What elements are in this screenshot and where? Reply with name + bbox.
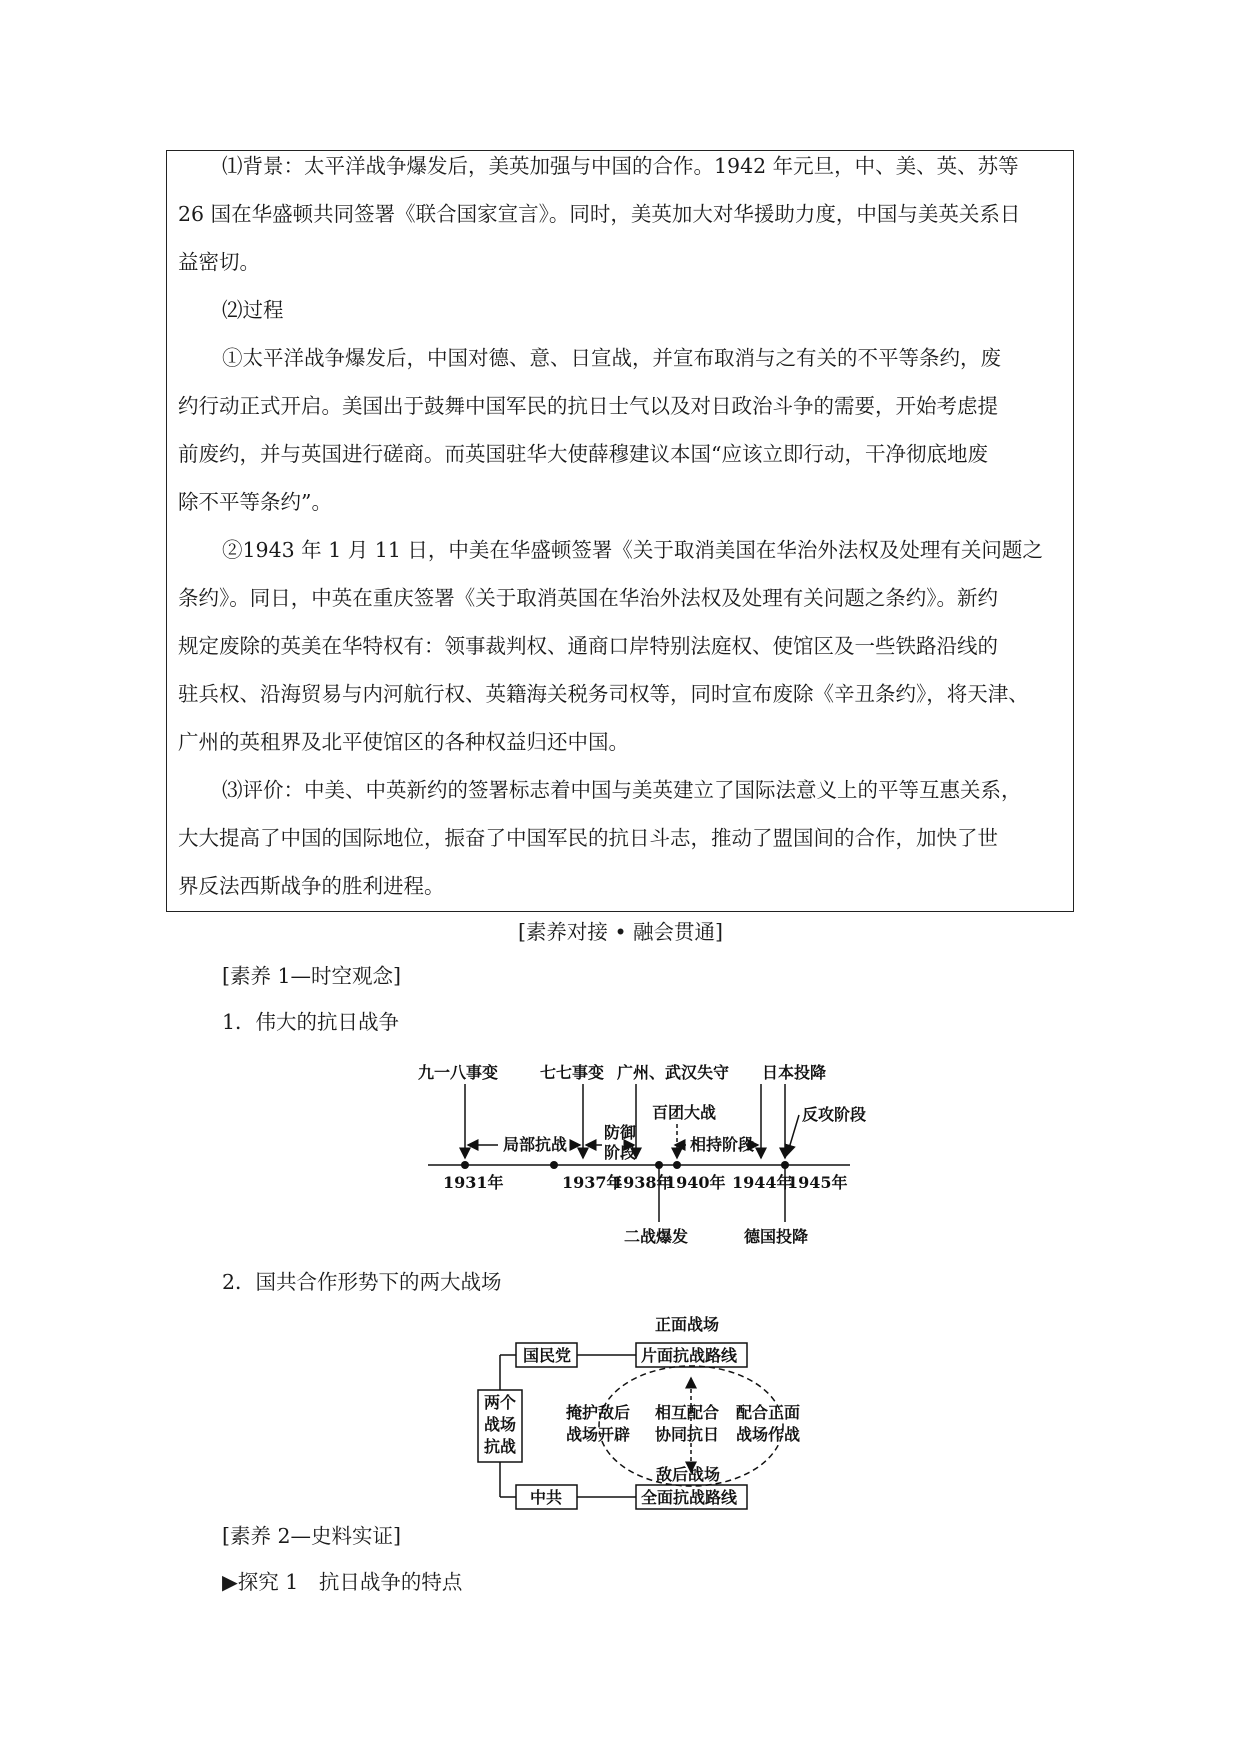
front-battlefield-title: 正面战场 bbox=[655, 1315, 720, 1334]
cover-rear-note-2: 战场开辟 bbox=[566, 1425, 631, 1444]
event-japan-surrender: 日本投降 bbox=[762, 1063, 827, 1082]
process-para2-line5: 广州的英租界及北平使馆区的各种权益归还中国。 bbox=[178, 730, 629, 754]
cooperate-note-1: 相互配合 bbox=[655, 1403, 720, 1422]
battlefields-title: 2．国共合作形势下的两大战场 bbox=[222, 1270, 502, 1294]
process-heading: ⑵过程 bbox=[222, 298, 284, 322]
event-germany-surrender: 德国投降 bbox=[744, 1227, 809, 1246]
battlefields-diagram bbox=[0, 1300, 1241, 1510]
event-ww2-start: 二战爆发 bbox=[624, 1227, 689, 1246]
process-para2-line3: 规定废除的英美在华特权有：领事裁判权、通商口岸特别法庭权、使馆区及一些铁路沿线的 bbox=[178, 634, 998, 658]
process-para2-line4: 驻兵权、沿海贸易与内河航行权、英籍海关税务司权等，同时宣布废除《辛丑条约》，将天津、 bbox=[178, 682, 1029, 706]
evaluation-para-line2: 大大提高了中国的国际地位，振奋了中国军民的抗日斗志，推动了盟国间的合作，加快了世 bbox=[178, 826, 998, 850]
process-para1-line2: 约行动正式开启。美国出于鼓舞中国军民的抗日士气以及对日政治斗争的需要，开始考虑提 bbox=[178, 394, 998, 418]
ccp-box: 中共 bbox=[530, 1488, 563, 1507]
timeline-title: 1．伟大的抗日战争 bbox=[222, 1010, 400, 1034]
support-front-note-2: 战场作战 bbox=[736, 1425, 801, 1444]
explore1-heading: ▶探究 1 抗日战争的特点 bbox=[222, 1570, 463, 1594]
partial-war-line: 片面抗战路线 bbox=[641, 1346, 738, 1365]
year-1944: 1944年 bbox=[732, 1173, 793, 1192]
timeline-diagram bbox=[0, 1050, 1241, 1250]
rear-battlefield-title: 敌后战场 bbox=[656, 1465, 721, 1484]
support-front-note-1: 配合正面 bbox=[736, 1403, 801, 1422]
background-para-line3: 益密切。 bbox=[178, 250, 260, 274]
phase-stalemate: 相持阶段 bbox=[690, 1135, 755, 1154]
process-para1-line4: 除不平等条约”。 bbox=[178, 490, 332, 514]
two-battlefields-1: 两个 bbox=[484, 1393, 517, 1412]
phase-local-war: 局部抗战 bbox=[503, 1135, 568, 1154]
event-counteroffensive: 反攻阶段 bbox=[802, 1105, 867, 1124]
total-war-line: 全面抗战路线 bbox=[641, 1488, 738, 1507]
year-1937: 1937年 bbox=[562, 1173, 623, 1192]
two-battlefields-2: 战场 bbox=[484, 1415, 517, 1434]
phase-defense-2: 阶段 bbox=[604, 1143, 637, 1162]
year-1945: 1945年 bbox=[787, 1173, 848, 1192]
event-guangzhou-wuhan: 广州、武汉失守 bbox=[617, 1063, 730, 1082]
evaluation-para-line3: 界反法西斯战争的胜利进程。 bbox=[178, 874, 445, 898]
literacy2-label: [素养 2—史料实证] bbox=[222, 1524, 402, 1548]
cooperate-note-2: 协同抗日 bbox=[655, 1425, 720, 1444]
year-1938: 1938年 bbox=[612, 1173, 673, 1192]
evaluation-para-line1: ⑶评价：中美、中英新约的签署标志着中国与美英建立了国际法意义上的平等互惠关系， bbox=[222, 778, 1022, 802]
year-1940: 1940年 bbox=[665, 1173, 726, 1192]
process-para1-line3: 前废约，并与英国进行磋商。而英国驻华大使薛穆建议本国“应该立即行动，干净彻底地废 bbox=[178, 442, 988, 466]
year-1931: 1931年 bbox=[443, 1173, 504, 1192]
section-heading: [素养对接 • 融会贯通] bbox=[517, 920, 724, 944]
background-para-line2: 26 国在华盛顿共同签署《联合国家宣言》。同时，美英加大对华援助力度，中国与美英关系日 bbox=[178, 202, 1021, 226]
literacy1-label: [素养 1—时空观念] bbox=[222, 964, 402, 988]
process-para1-line1: ①太平洋战争爆发后，中国对德、意、日宣战，并宣布取消与之有关的不平等条约，废 bbox=[222, 346, 1001, 370]
background-para-line1: ⑴背景：太平洋战争爆发后，美英加强与中国的合作。1942 年元旦，中、美、英、苏等 bbox=[222, 154, 1019, 178]
cover-rear-note-1: 掩护敌后 bbox=[566, 1403, 631, 1422]
event-918: 九一八事变 bbox=[418, 1063, 499, 1082]
phase-defense-1: 防御 bbox=[604, 1123, 637, 1142]
two-battlefields-3: 抗战 bbox=[484, 1437, 517, 1456]
event-hundred-regiments: 百团大战 bbox=[652, 1103, 717, 1122]
process-para2-line2: 条约》。同日，中英在重庆签署《关于取消英国在华治外法权及处理有关问题之条约》。新约 bbox=[178, 586, 998, 610]
process-para2-line1: ②1943 年 1 月 11 日，中美在华盛顿签署《关于取消美国在华治外法权及处理有关问题之 bbox=[222, 538, 1043, 562]
event-77: 七七事变 bbox=[540, 1063, 605, 1082]
kmt-box: 国民党 bbox=[523, 1346, 572, 1365]
